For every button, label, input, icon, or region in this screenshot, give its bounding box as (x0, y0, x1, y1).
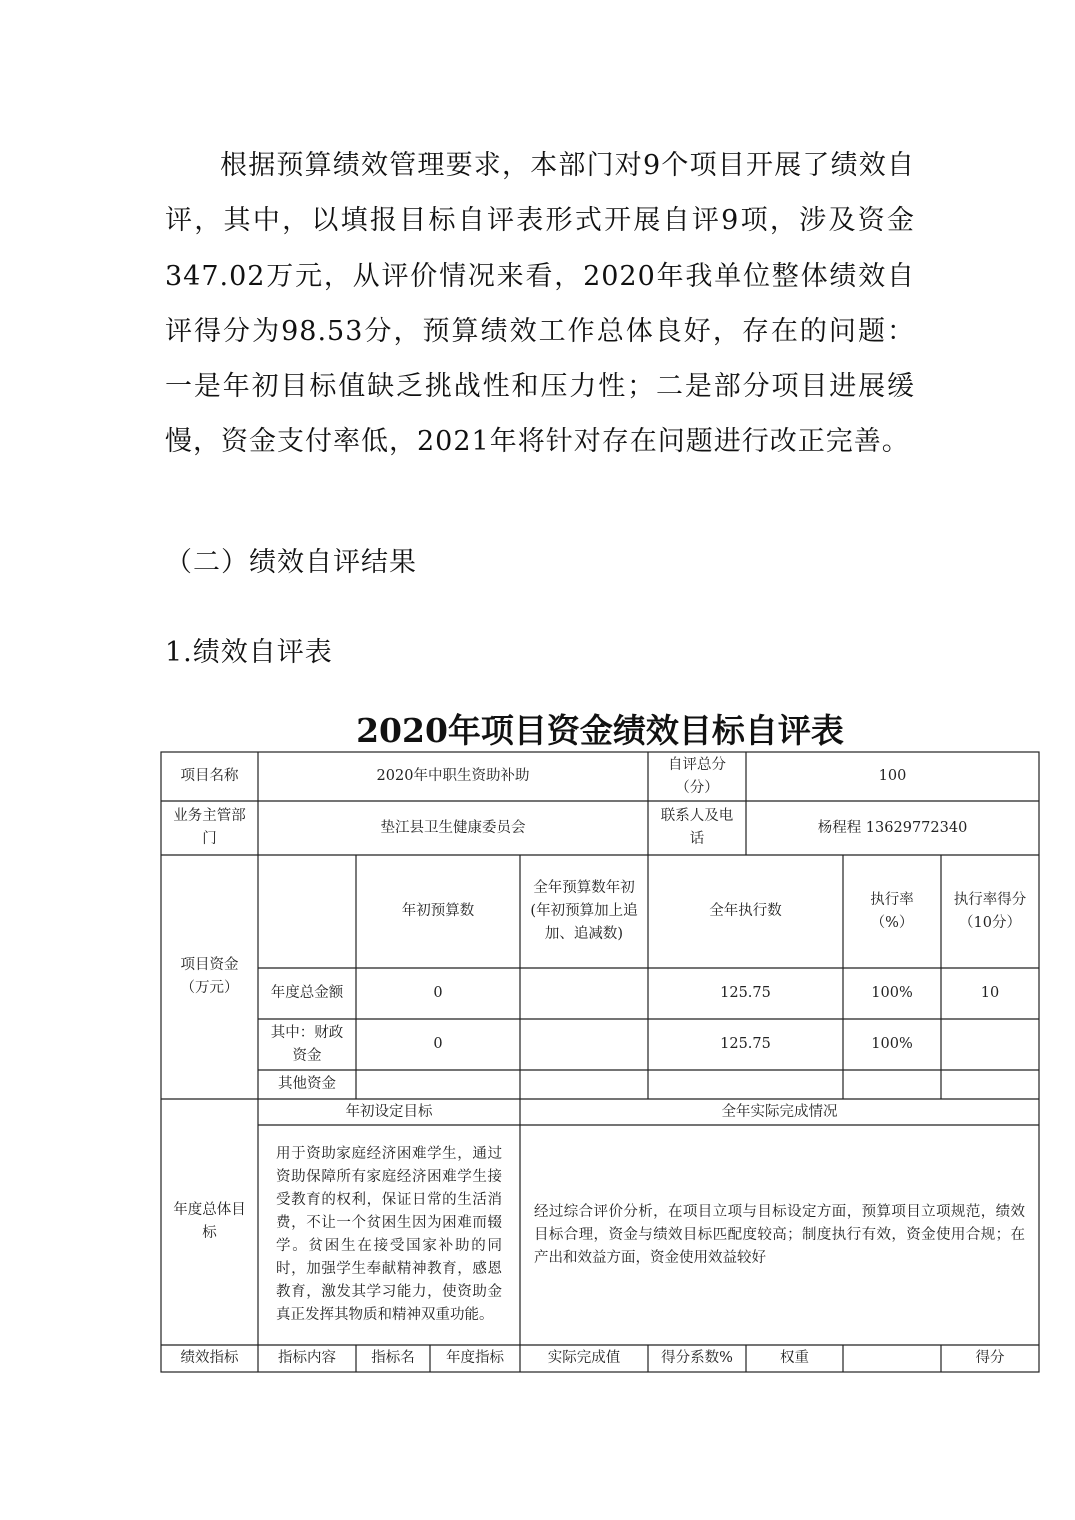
row-other-rate (843, 1070, 941, 1099)
row-other-label: 其他资金 (278, 1076, 336, 1092)
row-fiscal-score (941, 1019, 1039, 1070)
row-fiscal-rate: 100% (871, 1036, 913, 1052)
table-title: 2020年项目资金绩效目标自评表 (356, 711, 844, 750)
ind-header-name: 指标名 (371, 1350, 415, 1366)
row-total-initial: 0 (433, 985, 443, 1001)
col-initial-budget: 年初预算数 (401, 903, 475, 919)
row-fiscal-initial: 0 (433, 1036, 443, 1052)
goal-actual-text: 经过综合评价分析，在项目立项与目标设定方面，预算项目立项规范，绩效目标合理，资金与绩效目标匹配度较高；制度执行有效，资金使用合规；在产出和效益方面，资金使用效益较好 (534, 1203, 1025, 1266)
dept-value: 垫江县卫生健康委员会 (380, 819, 526, 836)
intro-paragraph: 根据预算绩效管理要求，本部门对9个项目开展了绩效自评，其中，以填报目标自评表形式开展自评9项，涉及资金347.02万元，从评价情况来看，2020年我单位整体绩效自评得分为98.53分，预算绩效工作总体良好，存在的问题：一是年初目标值缺乏挑战性和压力性；二是部分项目进展缓慢，资金支付率低，2021年将针对存在问题进行改正完善。 (165, 150, 915, 458)
row-total-rate: 100% (871, 985, 913, 1001)
col-executed: 全年执行数 (709, 903, 782, 919)
total-score-label: 自评总分（分） (668, 756, 726, 796)
ind-header-weight: 权重 (780, 1350, 809, 1366)
row-other-initial (356, 1070, 520, 1099)
project-name-value: 2020年中职生资助补助 (376, 768, 530, 784)
contact-label: 联系人及电话 (660, 808, 734, 847)
goal-set-header: 年初设定目标 (345, 1103, 433, 1120)
row-total-full-year (520, 968, 648, 1019)
indicators-label: 绩效指标 (180, 1350, 239, 1366)
row-total-score: 10 (980, 985, 1000, 1001)
row-total-label: 年度总金额 (270, 985, 344, 1001)
ind-header-coefficient: 得分系数% (661, 1350, 733, 1366)
row-other-executed (648, 1070, 843, 1099)
ind-header-actual: 实际完成值 (547, 1350, 621, 1366)
contact-value: 杨程程 13629772340 (817, 819, 968, 836)
goal-set-text: 用于资助家庭经济困难学生，通过资助保障所有家庭经济困难学生接受教育的权利，保证日常的生活消费，不让一个贫困生因为困难而辍学。贫困生在接受国家补助的同时，加强学生奉献精神教育，感恩教育，激发其学习能力，使资助金真正发挥其物质和精神双重功能。 (276, 1146, 502, 1323)
row-total-executed: 125.75 (720, 985, 771, 1001)
col-rate-score: 执行率得分（10分） (953, 891, 1027, 931)
row-fiscal-executed: 125.75 (720, 1036, 771, 1052)
ind-header-content: 指标内容 (278, 1350, 336, 1366)
annual-goal-label: 年度总体目标 (173, 1202, 246, 1241)
row-other-full-year (520, 1070, 648, 1099)
goal-actual-header: 全年实际完成情况 (721, 1103, 838, 1120)
ind-header-blank (843, 1345, 941, 1372)
row-other-score (941, 1070, 1039, 1099)
sub-heading: 1.绩效自评表 (165, 637, 333, 668)
funds-label: 项目资金（万元） (180, 957, 239, 996)
ind-header-annual: 年度指标 (446, 1350, 504, 1366)
ind-header-score: 得分 (975, 1350, 1005, 1366)
row-fiscal-full-year (520, 1019, 648, 1070)
section-heading: （二）绩效自评结果 (165, 547, 417, 578)
col-rate: 执行率（%） (870, 891, 914, 931)
total-score-value: 100 (878, 768, 907, 784)
project-name-label: 项目名称 (180, 768, 239, 784)
dept-label: 业务主管部门 (173, 808, 246, 847)
col-full-year-budget: 全年预算数年初(年初预算加上追加、追减数) (530, 880, 638, 942)
row-fiscal-label: 其中：财政资金 (270, 1024, 344, 1064)
